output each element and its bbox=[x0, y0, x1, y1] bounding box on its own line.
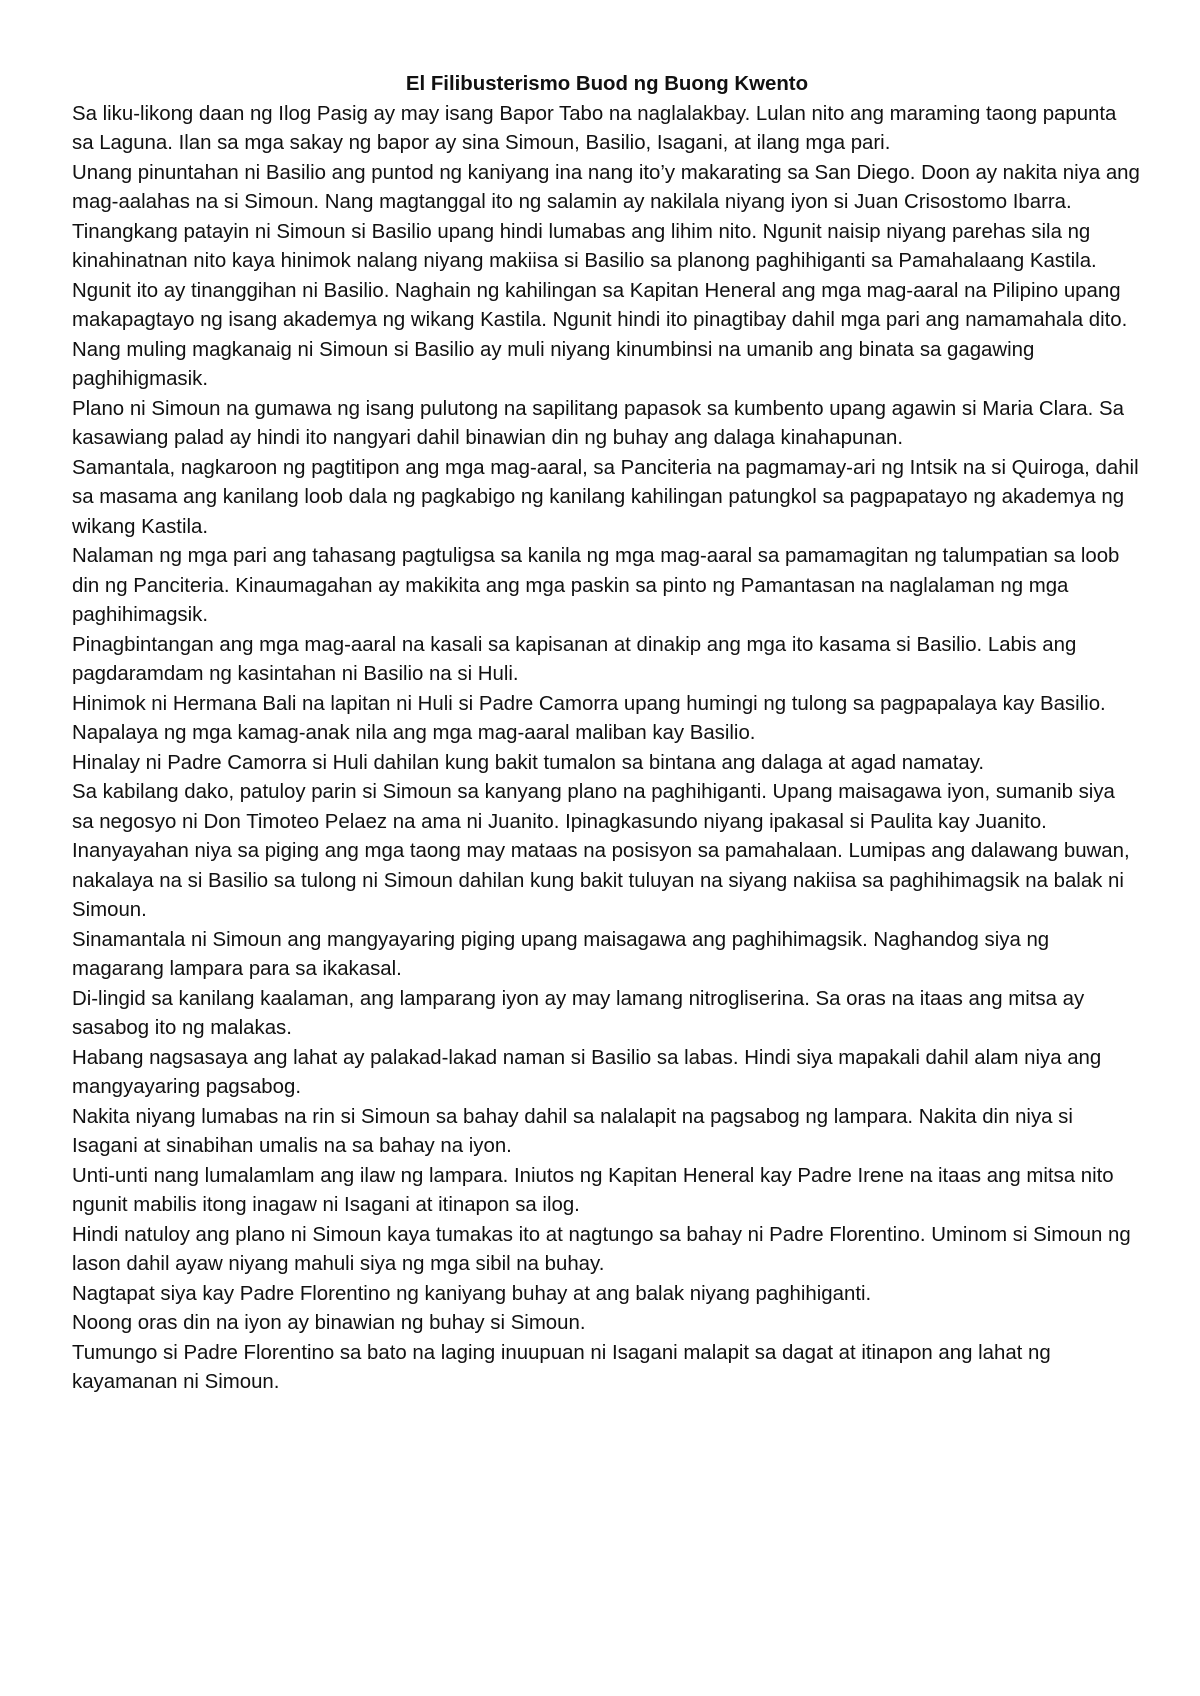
paragraph-22: Tumungo si Padre Florentino sa bato na laging inuupuan ni Isagani malapit sa dagat at itinapon ang lahat ng kayamanan ni Simoun. bbox=[72, 1341, 1051, 1393]
paragraph-5: Nang muling magkanaig ni Simoun si Basilio ay muli niyang kinumbinsi na umanib ang binata sa gagawing paghihigmasik. bbox=[72, 338, 1035, 390]
paragraph-7: Samantala, nagkaroon ng pagtitipon ang mga mag-aaral, sa Panciteria na pagmamay-ari ng Intsik na si Quiroga, dahil sa masama ang kanilang loob dala ng pagkabigo ng kanilang kahilingan patungkol sa pagpapatayo ng akademya ng wikang Kastila. bbox=[72, 456, 1139, 538]
paragraph-17: Nakita niyang lumabas na rin si Simoun sa bahay dahil sa nalalapit na pagsabog ng lampara. Nakita din niya si Isagani at sinabihan umalis na sa bahay na iyon. bbox=[72, 1105, 1073, 1157]
paragraph-16: Habang nagsasaya ang lahat ay palakad-lakad naman si Basilio sa labas. Hindi siya mapakali dahil alam niya ang mangyayaring pagsabog. bbox=[72, 1046, 1102, 1098]
paragraph-21: Noong oras din na iyon ay binawian ng buhay si Simoun. bbox=[72, 1312, 586, 1334]
paragraph-2: Unang pinuntahan ni Basilio ang puntod ng kaniyang ina nang ito’y makarating sa San Diego. Doon ay nakita niya ang mag-aalahas na si Simoun. Nang magtanggal ito ng salamin ay nakilala niyang iyon si Juan Crisostomo Ibarra. bbox=[72, 161, 1140, 213]
paragraph-11: Hinalay ni Padre Camorra si Huli dahilan kung bakit tumalon sa bintana ang dalaga at agad namatay. bbox=[72, 751, 985, 774]
document-title: El Filibusterismo Buod ng Buong Kwento bbox=[405, 73, 809, 95]
paragraph-4: Ngunit ito ay tinanggihan ni Basilio. Naghain ng kahilingan sa Kapitan Heneral ang mga mag-aaral na Pilipino upang makapagtayo ng isang akademya ng wikang Kastila. Ngunit hindi ito pinagtibay dahil mga pari ang namamahala dito. bbox=[72, 279, 1128, 331]
paragraph-3: Tinangkang patayin ni Simoun si Basilio upang hindi lumabas ang lihim nito. Ngunit naisip niyang parehas sila ng kinahinatnan nito kaya hinimok nalang niyang makiisa si Basilio sa planong paghihiganti sa Pamahalaang Kastila. bbox=[72, 220, 1097, 272]
paragraph-18: Unti-unti nang lumalamlam ang ilaw ng lampara. Iniutos ng Kapitan Heneral kay Padre Irene na itaas ang mitsa nito ngunit mabilis itong inagaw ni Isagani at itinapon sa ilog. bbox=[72, 1164, 1114, 1216]
paragraph-19: Hindi natuloy ang plano ni Simoun kaya tumakas ito at nagtungo sa bahay ni Padre Florentino. Uminom si Simoun ng lason dahil ayaw niyang mahuli siya ng mga sibil na buhay. bbox=[72, 1223, 1131, 1275]
paragraph-9: Pinagbintangan ang mga mag-aaral na kasali sa kapisanan at dinakip ang mga ito kasama si Basilio. Labis ang pagdaramdam ng kasintahan ni Basilio na si Huli. bbox=[72, 633, 1077, 685]
paragraph-10: Hinimok ni Hermana Bali na lapitan ni Huli si Padre Camorra upang humingi ng tulong sa pagpapalaya kay Basilio. Napalaya ng mga kamag-anak nila ang mga mag-aaral maliban kay Basilio. bbox=[72, 692, 1106, 744]
paragraph-13: Inanyayahan niya sa piging ang mga taong may mataas na posisyon sa pamahalaan. Lumipas ang dalawang buwan, nakalaya na si Basilio sa tulong ni Simoun dahilan kung bakit tuluyan na siyang nakiisa sa paghihimagsik na balak ni Simoun. bbox=[72, 840, 1130, 921]
paragraph-1: Sa liku-likong daan ng Ilog Pasig ay may isang Bapor Tabo na naglalakbay. Lulan nito ang maraming taong papunta sa Laguna. Ilan sa mga sakay ng bapor ay sina Simoun, Basilio, Isagani, at ilang mga pari. bbox=[72, 102, 1117, 154]
paragraph-20: Nagtapat siya kay Padre Florentino ng kaniyang buhay at ang balak niyang paghihiganti. bbox=[72, 1282, 872, 1305]
paragraph-14: Sinamantala ni Simoun ang mangyayaring piging upang maisagawa ang paghihimagsik. Naghandog siya ng magarang lampara para sa ikakasal. bbox=[72, 928, 1050, 980]
paragraph-15: Di-lingid sa kanilang kaalaman, ang lamparang iyon ay may lamang nitrogliserina. Sa oras na itaas ang mitsa ay sasabog ito ng malakas. bbox=[72, 987, 1085, 1039]
document-body bbox=[72, 70, 1142, 1398]
paragraph-8: Nalaman ng mga pari ang tahasang pagtuligsa sa kanila ng mga mag-aaral sa pamamagitan ng talumpatian sa loob din ng Panciteria. Kinaumagahan ay makikita ang mga paskin sa pinto ng Pamantasan na naglalaman ng mga paghihimagsik. bbox=[72, 545, 1120, 626]
paragraph-6: Plano ni Simoun na gumawa ng isang pulutong na sapilitang papasok sa kumbento upang agawin si Maria Clara. Sa kasawiang palad ay hindi ito nangyari dahil binawian din ng buhay ang dalaga kinahapunan. bbox=[72, 397, 1124, 449]
paragraph-12: Sa kabilang dako, patuloy parin si Simoun sa kanyang plano na paghihiganti. Upang maisagawa iyon, sumanib siya sa negosyo ni Don Timoteo Pelaez na ama ni Juanito. Ipinagkasundo niyang ipakasal si Paulita kay Juanito. bbox=[72, 781, 1115, 833]
